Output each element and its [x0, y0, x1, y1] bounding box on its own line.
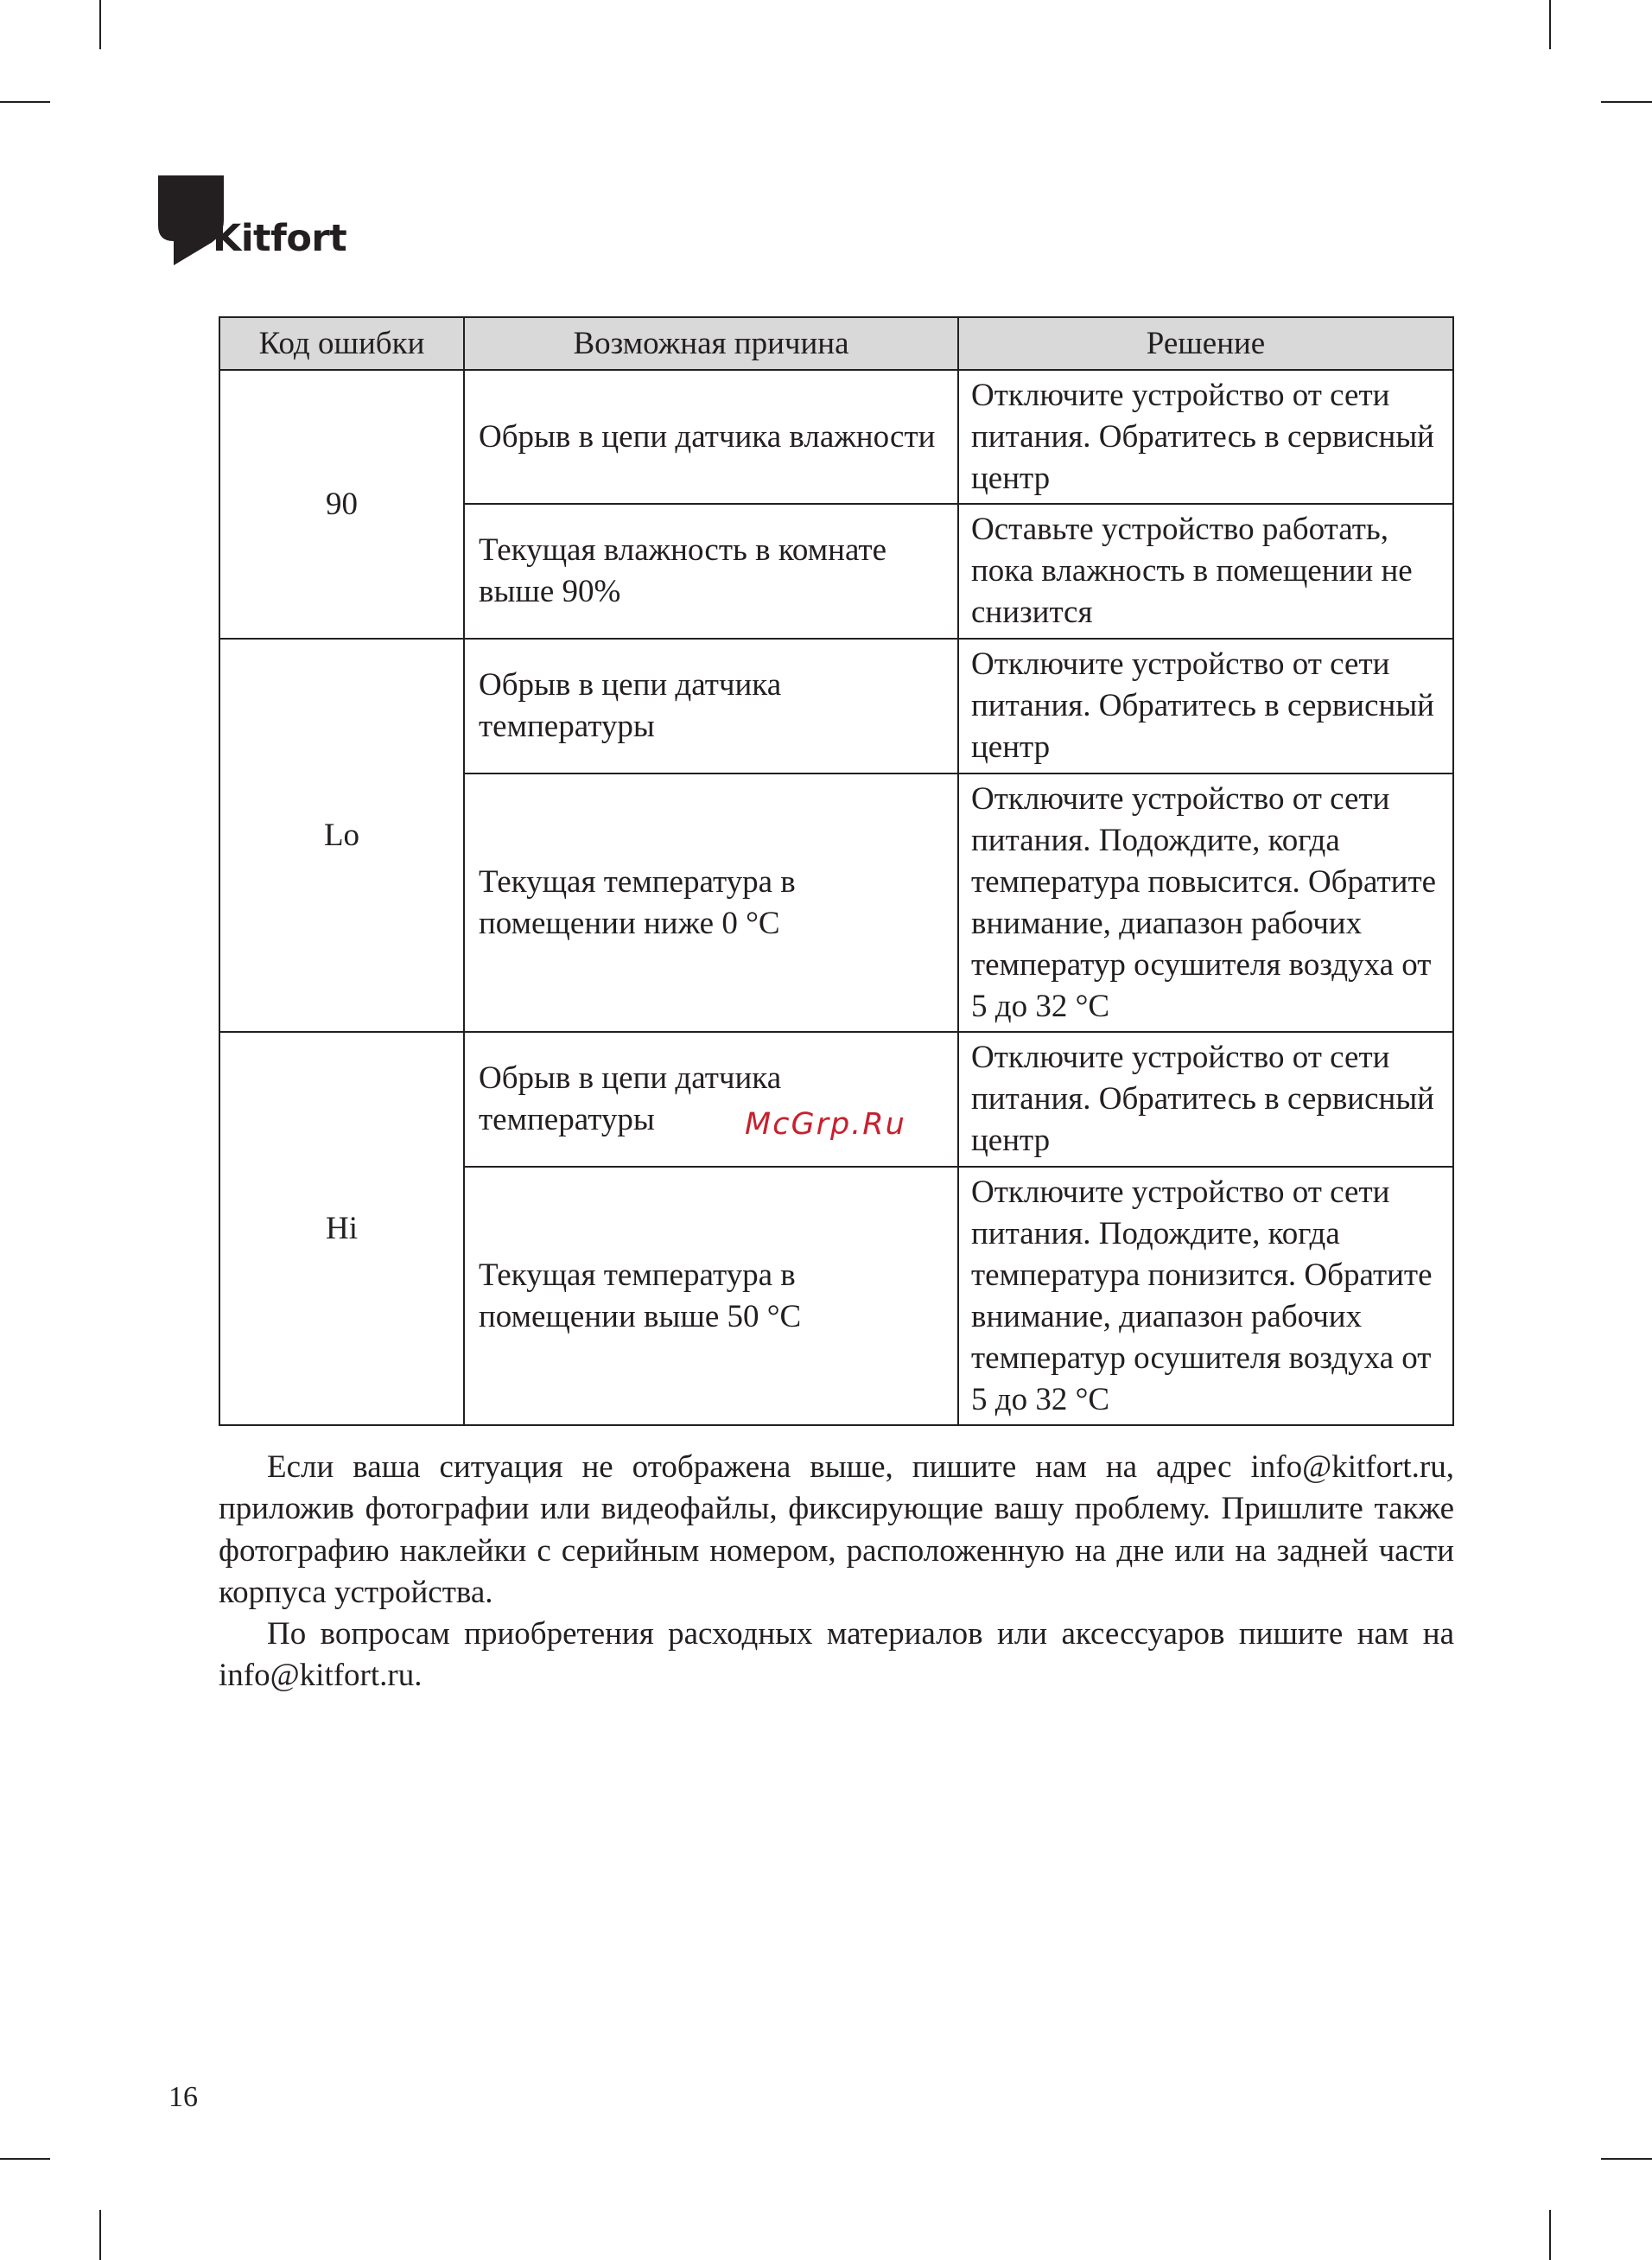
table-row: [219, 370, 1453, 504]
accessories-paragraph: По вопросам приобретения расходных материалов или аксессуаров пишите нам на info@kitfort.ru.: [219, 1616, 1454, 1694]
header-possible-cause: Возможная причина: [464, 317, 958, 370]
solution-cell: Отключите устройство от сети питания. Обратитесь в сервисный центр: [958, 639, 1453, 773]
table-row: [219, 1032, 1453, 1167]
cause-cell: Обрыв в цепи датчика температуры: [464, 639, 958, 773]
solution-cell: Отключите устройство от сети питания. Обратитесь в сервисный центр: [958, 1032, 1453, 1167]
cause-cell: Текущая температура в помещении выше 50 °C: [464, 1167, 958, 1425]
table-row: [219, 639, 1453, 773]
error-code-cell: Hi: [219, 1032, 464, 1425]
brand-name: Kitfort: [213, 217, 347, 260]
contact-paragraph: Если ваша ситуация не отображена выше, пишите нам на адрес info@kitfort.ru, приложив фотографии или видеофайлы, фиксирующие вашу проблему. Пришлите также фотографию наклейки с серийным номером, расположенную на дне или на задней части корпуса устройства.: [219, 1449, 1454, 1610]
solution-cell: Отключите устройство от сети питания. Обратитесь в сервисный центр: [958, 370, 1453, 504]
crop-mark: [1549, 0, 1551, 49]
crop-mark: [1601, 101, 1652, 103]
crop-mark: [0, 2158, 50, 2160]
crop-mark: [1601, 2158, 1652, 2160]
cause-cell: Обрыв в цепи датчика влажности: [464, 370, 958, 504]
cause-cell: Текущая влажность в комнате выше 90%: [464, 504, 958, 639]
solution-cell: Оставьте устройство работать, пока влажность в помещении не снизится: [958, 504, 1453, 639]
header-error-code: Код ошибки: [219, 317, 464, 370]
table-header-row: [219, 317, 1453, 370]
brand-logo: [158, 175, 348, 271]
crop-mark: [99, 0, 101, 49]
cause-cell: Текущая температура в помещении ниже 0 °C: [464, 773, 958, 1032]
error-code-table: [219, 316, 1454, 1426]
watermark: McGrp.Ru: [745, 1107, 906, 1142]
page-number: 16: [168, 2081, 198, 2113]
crop-mark: [1549, 2210, 1551, 2260]
error-code-cell: Lo: [219, 639, 464, 1032]
crop-mark: [0, 101, 50, 103]
cause-cell: Обрыв в цепи датчика температуры: [464, 1032, 958, 1167]
header-solution: Решение: [958, 317, 1453, 370]
solution-cell: Отключите устройство от сети питания. Подождите, когда температура повысится. Обратите внимание, диапазон рабочих температур осушителя воздуха от 5 до 32 °C: [958, 773, 1453, 1032]
error-code-cell: 90: [219, 370, 464, 639]
solution-cell: Отключите устройство от сети питания. Подождите, когда температура понизится. Обратите внимание, диапазон рабочих температур осушителя воздуха от 5 до 32 °C: [958, 1167, 1453, 1425]
crop-mark: [99, 2210, 101, 2260]
